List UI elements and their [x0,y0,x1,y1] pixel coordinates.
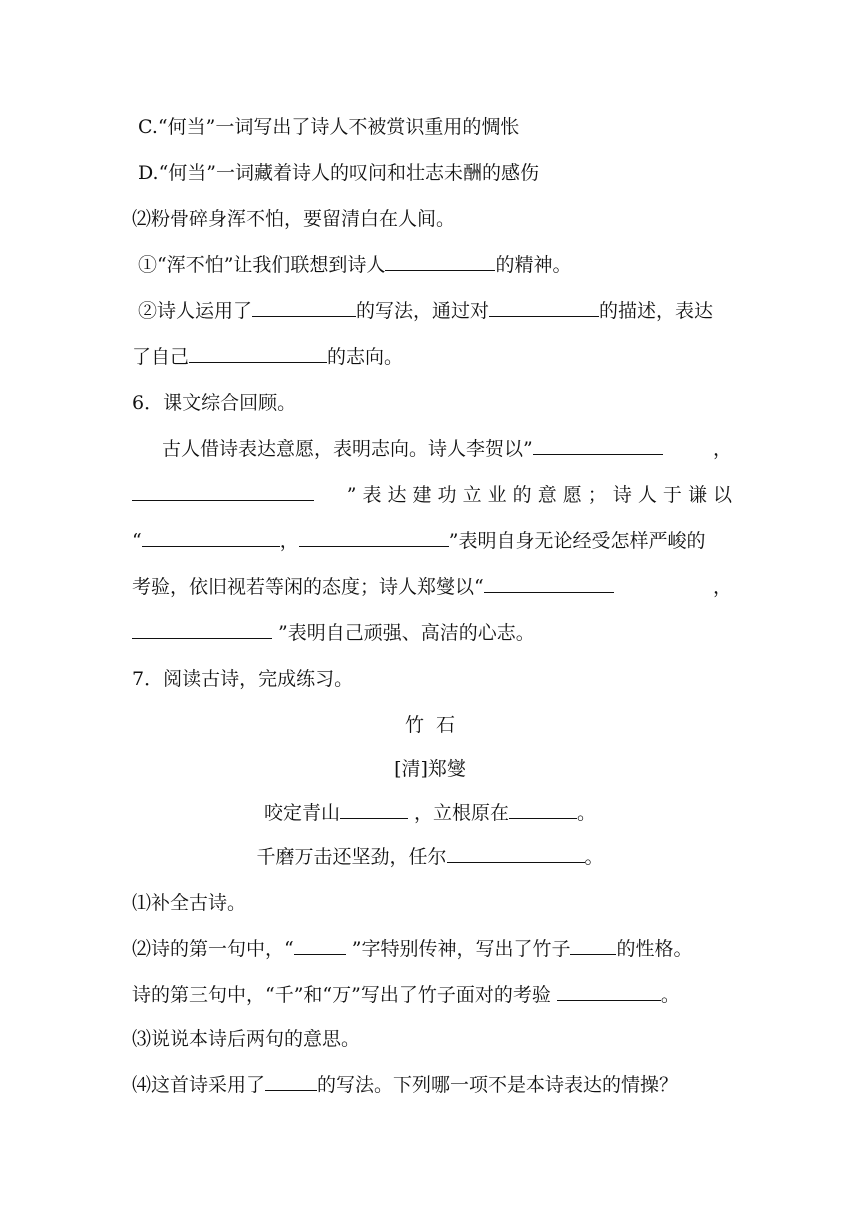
paragraph-line-3 [132,528,732,554]
paragraph-line-1-text: 古人借诗表达意愿，表明志向。诗人李贺以” [162,438,533,460]
option-d [138,160,738,186]
sub-question-1-text: ⑴补全古诗。 [132,892,247,914]
question-6 [132,390,732,416]
question-7-text: 7．阅读古诗，完成练习。 [132,668,354,690]
option-c-text: C.“何当”一词写出了诗人不被赏识重用的惆怅 [138,116,520,138]
paragraph-line-4-comma: ， [712,576,732,598]
question-2a-suffix: 的精神。 [495,254,572,276]
answer-blank [484,574,614,593]
paragraph-line-1 [162,436,732,462]
sub-question-5 [132,1072,732,1098]
sub-question-2 [132,936,732,962]
answer-blank [265,1072,317,1091]
question-2b-part1: ②诗人运用了 [138,300,253,322]
answer-blank [132,620,272,639]
answer-blank [142,528,280,547]
paragraph-line-4 [132,574,732,600]
sub-question-3 [132,982,732,1008]
answer-blank [509,800,577,819]
paragraph-line-2 [132,482,732,508]
question-6-text: 6．课文综合回顾。 [132,392,297,414]
sub-question-5-part2: 的写法。下列哪一项不是本诗表达的情操？ [317,1074,679,1096]
question-2b-part2: 的写法，通过对 [356,300,490,322]
paragraph-line-4-text: 考验，依旧视若等闲的态度；诗人郑燮以“ [132,576,484,598]
poem-line-1-part1: 咬定青山 [263,802,340,824]
answer-blank [299,528,449,547]
answer-blank [570,936,616,955]
answer-blank [252,298,356,317]
question-2-text: ⑵粉骨碎身浑不怕，要留清白在人间。 [132,208,456,230]
answer-blank [132,482,314,501]
question-2 [132,206,732,232]
poem-title [0,712,860,738]
sub-question-5-part1: ⑷这首诗采用了 [132,1074,266,1096]
option-d-text: D.“何当”一词藏着诗人的叹问和壮志未酬的感伤 [138,162,540,184]
poem-author-text: [清]郑燮 [394,758,466,780]
answer-blank [489,298,599,317]
paragraph-line-1-comma: ， [712,438,732,460]
poem-line-2-part1: 千磨万击还坚劲，任尔 [256,846,447,868]
sub-question-2-part3: 的性格。 [616,938,693,960]
question-2b [138,298,738,324]
question-7 [132,666,732,692]
sub-question-3-part2: 。 [660,984,680,1006]
paragraph-line-5 [132,620,732,646]
answer-blank [294,936,346,955]
poem-line-2-part2: 。 [584,846,604,868]
question-2c [132,344,732,370]
poem-line-1 [0,800,860,826]
sub-question-1 [132,890,732,916]
sub-question-2-part1: ⑵诗的第一句中，“ [132,938,294,960]
paragraph-line-5-text: ”表明自己顽强、高洁的心志。 [272,622,535,644]
sub-question-4-text: ⑶说说本诗后两句的意思。 [132,1028,361,1050]
paragraph-line-3-quote: “ [132,530,142,552]
paragraph-line-3-text: ”表明自身无论经受怎样严峻的 [448,530,706,552]
answer-blank [189,344,327,363]
paragraph-line-3-comma: ， [279,530,299,552]
poem-title-text: 竹 石 [404,714,456,736]
answer-blank [533,436,663,455]
question-2c-part2: 的志向。 [327,346,404,368]
sub-question-2-part2: ”字特别传神，写出了竹子 [345,938,571,960]
poem-author [0,756,860,782]
poem-line-2 [0,844,860,870]
question-2a-prefix: ①“浑不怕”让我们联想到诗人 [138,254,386,276]
answer-blank [340,800,408,819]
question-2b-part3: 的描述，表达 [599,300,714,322]
sub-question-3-part1: 诗的第三句中，“千”和“万”写出了竹子面对的考验 [132,984,557,1006]
sub-question-4 [132,1026,732,1052]
question-2c-part1: 了自己 [132,346,190,368]
question-2a [138,252,738,278]
paragraph-line-2-text: ” 表 达 建 功 立 业 的 意 愿 ； 诗 人 于 谦 以 [346,484,732,506]
answer-blank [557,982,661,1001]
option-c [138,114,738,140]
answer-blank [385,252,495,271]
poem-line-1-part3: 。 [577,802,597,824]
poem-line-1-part2: ，立根原在 [407,802,510,824]
answer-blank [447,844,585,863]
